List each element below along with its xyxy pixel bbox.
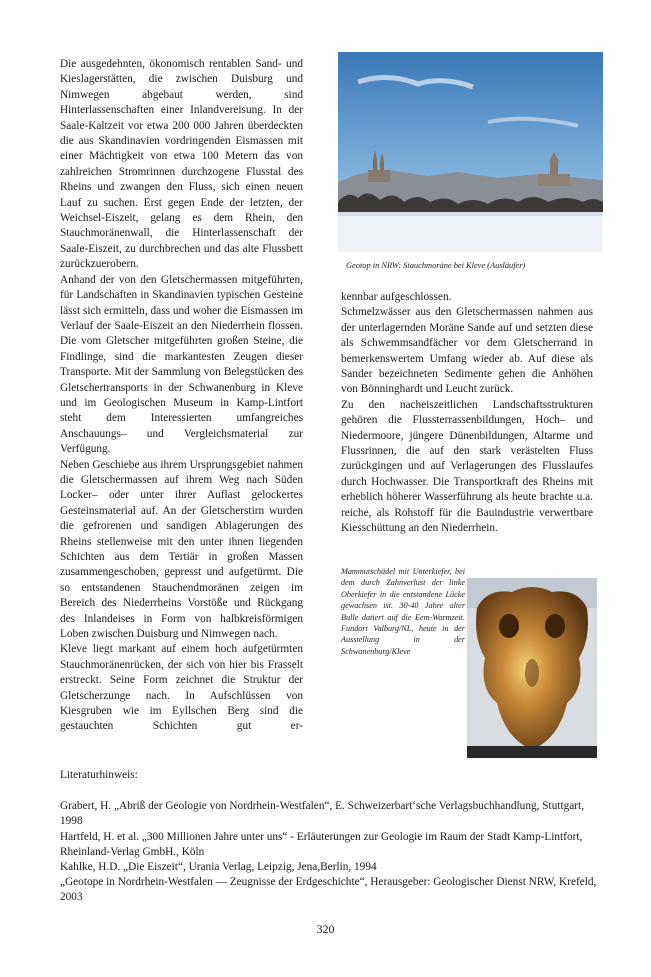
paragraph: Schmelzwässer aus den Gletschermassen nahmen aus der unterlagernden Moräne Sande auf und setzten diese als Schwemmsandfächer vor dem Gletscherrand in bemerkenswertem Umfang wieder ab. Auf diese als Sander bezeichneten Sedimente gehen die Anhöhen von Bönninghardt und Leucht zurück. xyxy=(341,306,593,396)
paragraph: Zu den nacheiszeitlichen Landschaftsstrukturen gehören die Flussterrassenbildungen, Hoch– und Niedermoore, jüngere Dünenbildungen, Altarme und Flussrinnen, die auf den stark verästelten Fluss zurückgingen und auf Verlagerungen des Flusslaufes durch Hochwasser. Die Transportkraft des Rheins mit erheblich höherer Wasserführung als heute brachte u.a. reiche, als Rohstoff für die Bauindustrie verwertbare Kiesschüttung an den Niederrhein. xyxy=(341,398,593,535)
references-heading: Literaturhinweis: xyxy=(60,769,138,781)
paragraph: Anhand der von den Gletschermassen mitgeführten, für Landschaften in Skandinavien typischen Gesteine lässt sich ermitteln, dass und woher die Eismassen im Verlauf der Saale-Eiszeit an den Niederrhein flossen. Die vom Gletscher mitgeführten großen Steine, die Findlinge, sind die markantesten Zeugen dieser Transporte. Mit der Sammlung von Belegstücken des Gletschertransports in der Schwanenburg in Kleve und im Geologischen Museum in Kamp-Lintfort steht dem Interessierten umfangreiches Anschauungs– und Vergleichsmaterial zur Verfügung. xyxy=(60,273,303,456)
paragraph: Die ausgedehnten, ökonomisch rentablen Sand- und Kieslagerstätten, die zwischen Duisburg und Nimwegen abgebaut werden, sind Hinterlassenschaften einer Inlandvereisung. In der Saale-Kaltzeit vor etwa 200 000 Jahren überdeckten die aus Skandinavien vordringenden Eismassen mit einer Mächtigkeit von etwa 100 Metern das von zahlreichen Stromrinnen durchzogene Flusstal des Rheins und zwangen den Fluss, sich einen neuen Lauf zu suchen. Erst gegen Ende der letzten, der Weichsel-Eiszeit, gelang es dem Rhein, den Stauchmoränenwall, die Hinterlassenschaft der Saale-Eiszeit, zu durchbrechen und das alte Flussbett zurückzuerobern. xyxy=(60,58,303,271)
reference-item: Hartfeld, H. et al. „300 Millionen Jahre unter uns“ - Erläuterungen zur Geologie im Raum der Stadt Kamp-Lintfort, Rheinland-Verlag GmbH., Köln xyxy=(60,830,583,858)
photo-caption: Geotop in NRW: Stauchmoräne bei Kleve (Ausläufer) xyxy=(346,261,526,270)
paragraph: Kleve liegt markant auf einem hoch aufgetürmten Stauchmoränenrücken, der sich von hier bis Frasselt erstreckt. Seine Form zeichnet die Struktur der Gletscherzunge nach. In Aufschlüssen von Kiesgruben wie im Eyllschen Berg sind die gestauchten Schichten gut er- xyxy=(60,643,303,733)
paragraph: kennbar aufgeschlossen. xyxy=(341,291,452,303)
reference-item: „Geotope in Nordrhein-Westfalen — Zeugnisse der Erdgeschichte“, Herausgeber: Geologischer Dienst NRW, Krefeld, 2003 xyxy=(60,876,597,904)
references-section xyxy=(60,768,600,906)
paragraph: Neben Geschiebe aus ihrem Ursprungsgebiet nahmen die Gletschermassen auf ihrem Weg nach Süden Locker– oder unter ihrer Auflast gelockertes Gesteinsmaterial auf. An der Gletscherstirn wurden die gefrorenen und sandigen Ablagerungen des Rheins stellenweise mit den unter ihnen liegenden Schichten aus dem Tertiär in großen Massen zusammengeschoben, gepresst und aufgetürmt. Die so entstandenen Stauchendmoränen zeigen im Bereich des Niederrheins Vorstöße und Rückgang des Inlandeises in Form von halbkreisförmigen Loben zwischen Duisburg und Nimwegen nach. xyxy=(60,458,303,641)
right-text-column xyxy=(341,290,593,537)
page-number: 320 xyxy=(316,922,335,936)
landscape-photo xyxy=(338,52,603,252)
left-text-column xyxy=(60,57,303,735)
reference-item: Kahlke, H.D. „Die Eiszeit“, Urania Verlag, Leipzig, Jena,Berlin, 1994 xyxy=(60,861,377,874)
reference-item: Grabert, H. „Abriß der Geologie von Nordrhein-Westfalen“, E. Schweizerbart‘sche Verlagsbuchhandlung, Stuttgart, 1998 xyxy=(60,800,585,828)
fossil-caption: Mammutschädel mit Unterkiefer, bei dem durch Zahnverlust der linke Oberkiefer in die entstandene Lücke gewachsen ist. 30-40 Jahre alter Bulle datiert auf die Eem-Warmzeit. Fundort Valburg/NL, heute in der Ausstellung in der Schwanenburg/Kleve xyxy=(341,567,465,656)
mammoth-skull-photo xyxy=(467,578,597,758)
